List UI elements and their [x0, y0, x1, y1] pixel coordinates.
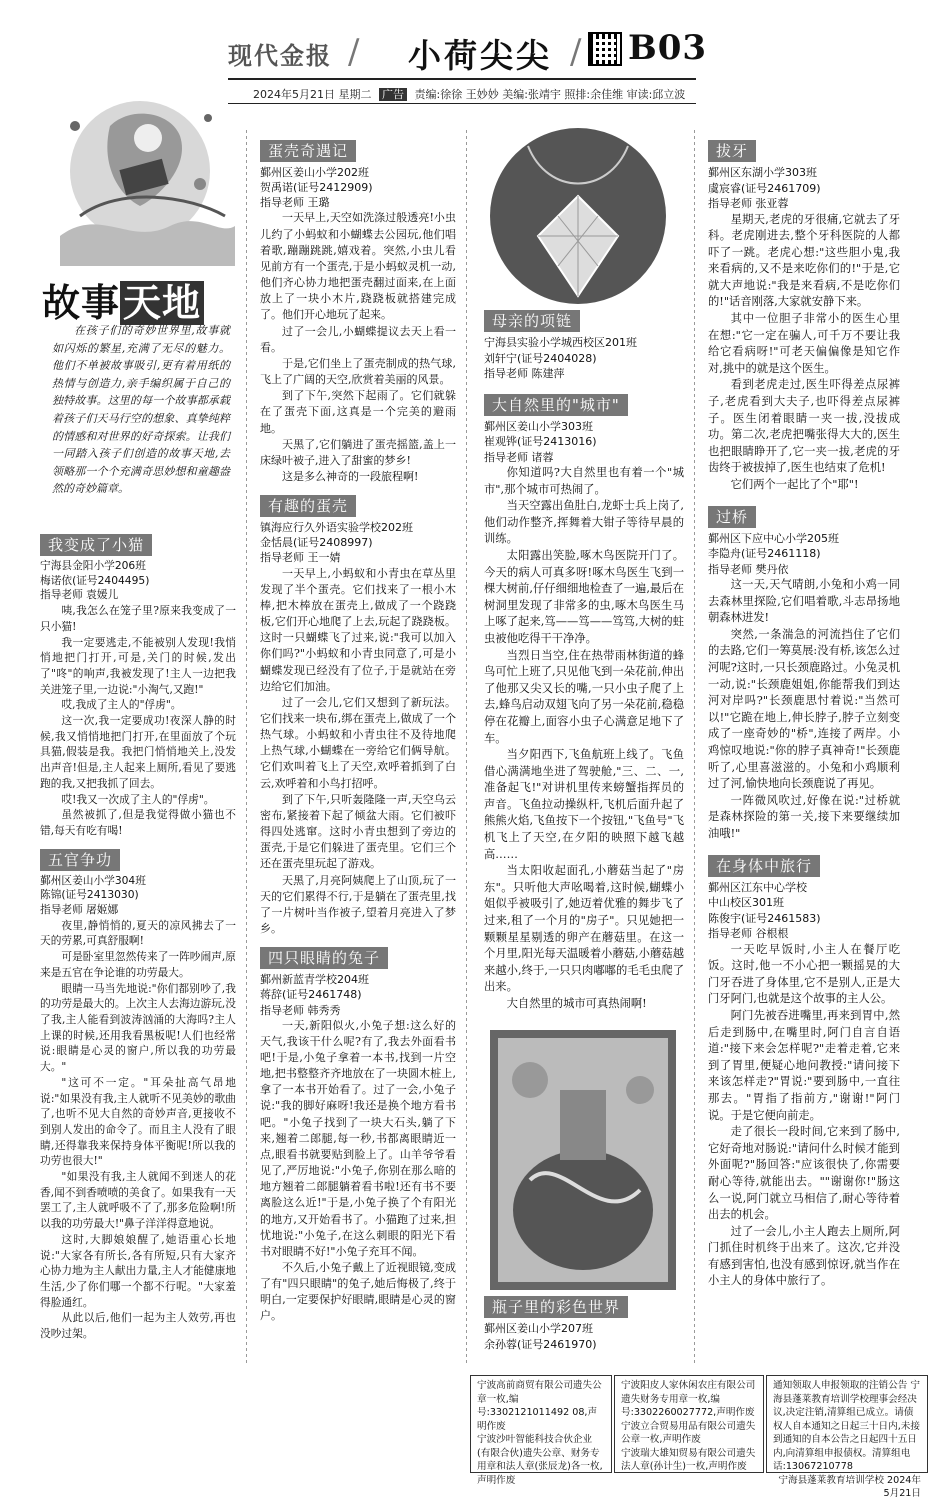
paragraph: 从此以后,他们一起为主人效劳,再也没吵过架。: [40, 1311, 236, 1341]
article: [260, 943, 456, 1324]
qr-code-icon: [588, 32, 622, 66]
author-name: 陈俊宇(证号2461583): [708, 911, 821, 925]
notice-box: [614, 1375, 764, 1473]
paragraph: 夜里,静悄悄的,夏天的凉风拂去了一天的劳累,可真舒服啊!: [40, 918, 236, 948]
paragraph: 天黑了,月亮阿姨爬上了山顶,玩了一天的它们累得不行,于是躺在了蛋壳里,找了一片树叶当作被子,望着月亮进入了梦乡。: [260, 873, 456, 936]
author-name: 蒋辞(证号2461748): [260, 988, 362, 1002]
column-3: [484, 306, 684, 1013]
paragraph: 看到老虎走过,医生吓得差点尿裤子,老虎看到大夫子,也吓得差点尿裤子。医生闭着眼睛一夹一拔,没拔成功。第二次,老虎把嘴张得大大的,医生也把眼睛睁开了,它一夹一拔,老虎的牙齿终于被拔掉了,医生也结束了危机!: [708, 378, 900, 475]
section-intro: [52, 322, 230, 498]
article-byline: [40, 559, 236, 603]
article-byline: [708, 880, 900, 942]
school-name: 宁海县实验小学城西校区201班: [484, 336, 637, 349]
article-title: 拔牙: [708, 140, 756, 162]
section-brand: [42, 272, 204, 327]
paragraph: "这可不一定。"耳朵扯高气昂地说:"如果没有我,主人就听不见美妙的歌曲了,也听不见大自然的奇妙声音,更接收不到别人发出的命令了。而且主人没有了眼睛,还得靠我来保持身体平衡呢!所以我的功劳也很大!": [40, 1075, 236, 1168]
paragraph: 于是,它们坐上了蛋壳制成的热气球,飞上了广阔的天空,欣赏着美丽的风景。: [260, 356, 456, 387]
article-title: 四只眼睛的兔子: [260, 947, 388, 969]
article-byline: [260, 165, 456, 210]
notice-text: 宁波阳皮人家休闲农庄有限公司遗失财务专用章一枚,编号:3302260027772,声明作废: [621, 1380, 756, 1418]
article-byline: [484, 1321, 684, 1352]
school-name: 鄞州区姜山小学207班: [484, 1322, 593, 1335]
paragraph: 突然,一条湍急的河流挡住了它们的去路,它们一筹莫展:没有桥,该怎么过河呢?这时,一只长颈鹿路过。小兔灵机一动,说:"长颈鹿姐姐,你能帮我们到达河对岸吗?"长颈鹿思忖着说:"当然可以!"它跪在地上,伸长脖子,脖子立刻变成了一座奇妙的"桥",连接了两岸。小鸡惊叹地说:"你的脖子真神奇!"长颈鹿听了,心里喜滋滋的。小兔和小鸡顺利过了河,愉快地向长颈鹿说了再见。: [708, 627, 900, 791]
author-name: 崔观铧(证号2413016): [484, 435, 597, 448]
article-body: [260, 210, 456, 485]
article-body: [708, 942, 900, 1290]
article-title: 过桥: [708, 506, 756, 528]
article-byline: [708, 165, 900, 212]
school-name: 宁海县金阳小学206班: [40, 559, 146, 572]
column-separator: [466, 130, 467, 1365]
column-separator: [246, 130, 247, 1365]
column-3-bottom: [484, 1292, 684, 1352]
ad-tag: 广告: [379, 88, 407, 101]
article-body: [40, 918, 236, 1342]
column-1: [40, 530, 236, 1342]
article-byline: [40, 874, 236, 918]
school-name: 鄞州区姜山小学202班: [260, 166, 369, 179]
paragraph: "如果没有我,主人就闻不到迷人的花香,闻不到香喷喷的美食了。如果我有一天罢工了,主人就呼吸不了了,那多危险啊!所以我的功劳最大!"鼻子洋洋得意地说。: [40, 1170, 236, 1231]
article-byline: [484, 335, 684, 382]
brand-text: 故事: [42, 281, 121, 325]
paragraph: 走了很长一段时间,它来到了肠中,它好奇地对肠说:"请问什么时候才能到外面呢?"肠回答:"应该很快了,你需要耐心等待,就能出去。""谢谢你!"肠这么一说,阿门就立马相信了,耐心等待着出去的机会。: [708, 1125, 900, 1222]
author-name: 金恬晨(证号2408997): [260, 536, 373, 550]
paragraph: 一天早上,天空如洗涤过般透亮!小虫儿约了小蚂蚁和小蝴蝶去公园玩,他们唱着歌,蹦蹦跳跳,嬉戏着。突然,小虫儿看见前方有一个蛋壳,于是小蚂蚁灵机一动,他们齐心协力地把蛋壳翻过面来,在上面放上了一块小木片,跷跷板就搭建完成了。他们开心地玩了起来。: [260, 211, 456, 322]
article-body: [40, 603, 236, 839]
column-2: [260, 136, 456, 1325]
paragraph: 这是多么神奇的一段旅程啊!: [282, 469, 419, 483]
paragraph: 哎!我又一次成了主人的"俘虏"。: [61, 792, 215, 806]
notice-text: 宁波瑞大雄知贸易有限公司遗失法人章(孙计生)一枚,声明作废: [621, 1447, 756, 1472]
notice-text: 宁海县蓬莱教育培训学校 2024年5月21日: [778, 1474, 921, 1499]
paragraph: 太阳露出笑脸,啄木鸟医院开门了。今天的病人可真多呀!啄木鸟医生飞到一棵大树前,仔仔细细地检查了一遍,最后在树洞里发现了非常多的虫,啄木鸟医生马上啄了起来,笃——笃——笃笃,大树的蛀虫被他吃得干干净净。: [484, 548, 684, 645]
article-body: [708, 212, 900, 494]
article-byline: [708, 531, 900, 578]
notice-text: 通知领取人申报领取的注销公告 宁海县蓬莱教育培训学校理事会经决议,决定注销,清算组已成立。请债权人自本通知之日起三十日内,未接到通知的自本公告之日起四十五日内,向清算组申报债权。清算组电话:13067210778: [773, 1380, 920, 1472]
article-body: [484, 465, 684, 1013]
teacher-name: 指导老师 袁媛儿: [40, 588, 119, 602]
paragraph: 阿门先被吞进嘴里,再来到胃中,然后走到肠中,在嘴里时,阿门自言自语道:"接下来会怎样呢?"走着走着,它来到了胃里,便疑心地问教授:"请问接下来该怎样走?"胃说:"要到肠中,一直往那去。"胃指了指前方,"谢谢!"阿门说。于是它便向前走。: [708, 1008, 900, 1122]
paragraph: 一阵微风吹过,好像在说:"过桥就是森林探险的第一关,接下来要继续加油哦!": [708, 793, 900, 840]
article-byline: [260, 972, 456, 1017]
paragraph: 其中一位胆子非常小的医生心里在想:"它一定在骗人,可千万不要让我给它看病呀!"可老天偏偏像是知它作对,挑中的就是这个医生。: [708, 312, 900, 375]
paragraph: 到了下午,突然下起雨了。它们就躲在了蛋壳下面,这真是一个完美的避雨地。: [260, 389, 456, 435]
author-name: 陈锦(证号2413030): [40, 888, 139, 902]
article: [708, 851, 900, 1290]
column-4: [708, 136, 900, 1290]
article-title: 瓶子里的彩色世界: [484, 1296, 628, 1318]
school-name: 鄞州区姜山小学303班: [484, 419, 593, 433]
article-title: 蛋壳奇遇记: [260, 140, 356, 162]
article-title: 在身体中旅行: [708, 855, 820, 877]
teacher-name: 指导老师 樊丹依: [708, 562, 789, 576]
article-body: [708, 577, 900, 843]
paragraph: 大自然里的城市可真热闹啊!: [506, 997, 647, 1010]
article: [260, 136, 456, 485]
paragraph: 虽然被抓了,但是我觉得做小猫也不错,每天有吃有喝!: [40, 808, 236, 837]
paragraph: 咦,我怎么在笼子里?原来我变成了一只小猫!: [40, 604, 236, 633]
article-byline: [260, 520, 456, 565]
article-title: 大自然里的"城市": [484, 394, 628, 416]
paragraph: 天黑了,它们躺进了蛋壳摇篮,盖上一床绿叶被子,进入了甜蜜的梦乡!: [260, 437, 456, 467]
page-number: B03: [628, 28, 708, 68]
teacher-name: 指导老师 韩秀秀: [260, 1003, 341, 1017]
credits: 责编:徐徐 王妙妙 美编:张靖宇 照排:余佳维 审读:邱立波: [414, 88, 686, 101]
notice-box: [470, 1375, 612, 1486]
school-name: 鄞州区江东中心学校: [708, 880, 807, 894]
header-rule: [228, 78, 696, 80]
article-body: [260, 1018, 456, 1325]
author-name: 贺禹诺(证号2412909): [260, 181, 373, 195]
paragraph: 到了下午,只听轰隆隆一声,天空乌云密布,紧接着下起了倾盆大雨。它们被吓得四处逃窜。这时小青虫想到了旁边的蛋壳,于是它们躲进了蛋壳里。它们三个还在蛋壳里玩起了游戏。: [260, 792, 456, 871]
notice-box: [766, 1375, 928, 1499]
notice-text: 宁波沙叶智能科技合伙企业(有限合伙)遗失公章、财务专用章和法人章(张辰龙)各一枚,声明作废: [477, 1434, 603, 1486]
newspaper-name: 现代金报: [228, 41, 332, 70]
paragraph: 这时,大脚娘娘醒了,她语重心长地说:"大家各有所长,各有所短,只有大家齐心协力地为主人献出力量,主人才能健康地生活,少了你们哪一个都不行呢。"大家羞得脸通红。: [40, 1232, 236, 1309]
paragraph: 你知道吗?大自然里也有着一个"城市",那个城市可热闹了。: [484, 466, 684, 496]
intro-text: 在孩子们的奇妙世界里,故事就如闪烁的繁星,充满了无尽的魅力。他们不单被故事吸引,更有着用纸的热情与创造力,亲手编织属于自己的独特故事。这里的每一个故事都承载着孩子们天马行空的想象、真挚纯粹的情感和对世界的好奇探索。让我们一同踏入孩子们创造的故事天地,去领略那一个个充满奇思妙想和童趣盎然的奇妙篇章。: [52, 324, 230, 496]
page-meta: [253, 86, 685, 102]
column-separator: [694, 130, 695, 1365]
date-line: 2024年5月21日 星期二: [253, 88, 372, 101]
author-name: 刘轩宁(证号2404028): [484, 351, 597, 365]
article-title: 五官争功: [40, 849, 120, 871]
author-name: 李隐舟(证号2461118): [708, 547, 821, 561]
teacher-name: 指导老师 谷根根: [708, 927, 789, 941]
teacher-name: 指导老师 诸蓉: [484, 450, 554, 464]
paragraph: 过了一会儿,小主人跑去上厕所,阿门抓住时机终于出来了。这次,它并没有感到害怕,也没有感到惊讶,就当作在小主人的身体中旅行了。: [708, 1224, 900, 1288]
article: [260, 491, 456, 937]
paragraph: 可是卧室里忽然传来了一阵吵闹声,原来是五官在争论谁的功劳最大。: [40, 950, 236, 979]
paragraph: 一天,新阳似火,小兔子想:这么好的天气,我该干什么呢?有了,我去外面看书吧!于是,小兔子拿着一本书,找到一片空地,把书整整齐齐地放在了一块圆木桩上,拿了一本书开始看了。过了一会,小兔子说:"我的脚好麻呀!我还是换个地方看书吧。"小兔子找到了一块大石头,躺了下来,翘着二郎腿,每一秒,书都离眼睛近一点,眼看书就要贴到脸上了。山羊爷爷看见了,严厉地说:"小兔子,你别在那么暗的地方翘着二郎腿躺着看书啦!还有书不要离脸这么近!"于是,小兔子换了个有阳光的地方,又开始看书了。小猫跑了过来,担忧地说:"小兔子,在这么刺眼的阳光下看书对眼睛不好!"小兔子充耳不闻。: [260, 1018, 456, 1258]
paragraph: 星期天,老虎的牙很痛,它就去了牙科。老虎刚进去,整个牙科医院的人都吓了一跳。老虎心想:"这些胆小鬼,我来看病的,又不是来吃你们的!"于是,它就大声地说:"我是来看病,不是吃你们的!"话音刚落,大家就安静下来。: [708, 212, 900, 309]
notice-text: 宁波高前商贸有限公司遗失公章一枚,编号:3302121011492 08,声明作废: [477, 1380, 602, 1432]
author-name: 梅诺依(证号2404495): [40, 573, 150, 587]
article: [484, 1292, 684, 1352]
school-name: 鄞州区东湖小学303班: [708, 166, 817, 179]
article: [40, 530, 236, 839]
paragraph: 这一次,我一定要成功!夜深人静的时候,我又悄悄地把门打开,在里面放了个玩具猫,假装是我。我把门悄悄地关上,没发出声音!但是,主人起来上厕所,看见了要逃跑的我,又把我抓了回去。: [40, 714, 236, 790]
teacher-name: 指导老师 张亚蓉: [708, 197, 789, 210]
teacher-name: 指导老师 屠姬娜: [40, 903, 119, 917]
article: [708, 502, 900, 843]
girl-reading-illustration: [40, 86, 240, 266]
brand-highlight: 天地: [120, 281, 204, 325]
article: [40, 845, 236, 1342]
author-name: 虞宸睿(证号2461709): [708, 181, 821, 195]
school-name: 鄞州区姜山小学304班: [40, 873, 146, 887]
page-title: 小荷尖尖: [408, 36, 552, 75]
bottle-painting: [490, 1030, 676, 1290]
teacher-name: 指导老师 王璐: [260, 196, 330, 210]
paragraph: 它们两个一起比了个"耶"!: [730, 478, 859, 491]
necklace-painting: [488, 126, 668, 306]
article: [484, 390, 684, 1013]
school-name: 中山校区301班: [708, 896, 784, 910]
article-byline: [484, 419, 684, 466]
article-title: 有趣的蛋壳: [260, 495, 356, 517]
paragraph: 我一定要逃走,不能被别人发现!我悄悄地把门打开,可是,关门的时候,发出了"咚"的响声,我被发现了!主人一边把我关进笼子里,一边说:"小淘气,又跑!": [40, 635, 236, 696]
article-title: 我变成了小猫: [40, 534, 152, 556]
article: [484, 306, 684, 382]
header-divider: /: [348, 32, 360, 72]
author-name: 余孙蓉(证号2461970): [484, 1337, 597, 1351]
school-name: 鄞州新蓝青学校204班: [260, 973, 369, 987]
paragraph: 一天早上,小蚂蚁和小青虫在草丛里发现了半个蛋壳。它们找来了一根小木棒,把木棒放在蛋壳上,做成了一个跷跷板,它们开心地爬了上去,玩起了跷跷板。这时一只蝴蝶飞了过来,说:"我可以加入你们吗?"小蚂蚁和小青虫同意了,可是小蝴蝶发现已经没有了位子,于是就站在旁边给它们加油。: [260, 566, 456, 693]
paragraph: 哎,我成了主人的"俘虏"。: [61, 698, 182, 712]
school-name: 鄞州区下应中心小学205班: [708, 531, 839, 545]
article-body: [260, 566, 456, 938]
teacher-name: 指导老师 陈建萍: [484, 367, 565, 380]
teacher-name: 指导老师 王一婧: [260, 551, 341, 565]
paragraph: 当夕阳西下,飞鱼航班上线了。飞鱼借心满满地坐进了驾驶舱,"三、二、一,准备起飞!"对讲机里传来螃蟹指挥员的声音。飞鱼拉动操纵杆,飞机后面升起了熊熊火焰,飞鱼按下一个按钮,"飞鱼号"飞机飞上了天空,在夕阳的映照下越飞越高……: [484, 748, 684, 861]
paragraph: 当天空露出鱼肚白,龙虾士兵上岗了,他们动作整齐,挥舞着大钳子等待早晨的训练。: [484, 499, 684, 546]
paragraph: 过了一会儿,它们又想到了新玩法。它们找来一块布,绑在蛋壳上,做成了一个热气球。小蚂蚁和小青虫往不及待地爬上热气球,小蝴蝶在一旁给它们俩导航。它们欢叫着飞上了天空,欢呼着抓到了白云,欢呼着和小鸟打招呼。: [260, 695, 456, 790]
header-rule: [228, 103, 696, 104]
notice-text: 宁波立合贸易用品有限公司遗失公章一枚,声明作废: [621, 1420, 756, 1445]
paragraph: 这一天,天气晴朗,小兔和小鸡一同去森林里探险,它们唱着歌,斗志昂扬地朝森林进发!: [708, 578, 900, 625]
paragraph: 过了一会儿,小蝴蝶提议去天上看一看。: [260, 324, 456, 354]
paragraph: 一天吃早饭时,小主人在餐厅吃饭。这时,他一不小心把一颗摇晃的大门牙吞进了身体里,它不是别人,正是大门牙阿门,也就是这个故事的主人公。: [708, 942, 900, 1006]
paragraph: 眼睛一马当先地说:"你们都别吵了,我的功劳是最大的。上次主人去海边游玩,没了我,主人能看到波涛汹涌的大海吗?主人上课的时候,还用我看黑板呢!人们也经常说:眼睛是心灵的窗户,所以我的功劳最大。": [40, 981, 236, 1074]
paragraph: 当太阳收起面孔,小蘑菇当起了"房东"。只听他大声吆喝着,这时候,蝴蝶小姐似乎被吸引了,她迈着优雅的舞步飞了过来,租了一个月的"房子"。只见她把一颗颗星星剔透的卵产在蘑菇里。在这一个月里,阳光每天温暖着小蘑菇,小蘑菇越来越小,终于,一只只肉嘟嘟的毛毛虫爬了出来。: [484, 864, 684, 994]
article-title: 母亲的项链: [484, 310, 580, 332]
paragraph: 当烈日当空,住在热带雨林街道的蜂鸟可忙上班了,只见他飞到一朵花前,伸出了他那又尖又长的嘴,一只小虫子爬了上去,蜂鸟启动双翅飞向了另一朵花前,稳稳停在花瓣上,面容小虫子心满意足地下了车。: [484, 648, 684, 745]
header-divider: /: [570, 32, 582, 72]
article: [708, 136, 900, 494]
school-name: 镇海应行久外语实验学校202班: [260, 521, 413, 535]
paragraph: 不久后,小兔子戴上了近视眼镜,变成了有"四只眼睛"的兔子,她后悔极了,终于明白,一定要保护好眼睛,眼睛是心灵的窗户。: [260, 1261, 456, 1323]
